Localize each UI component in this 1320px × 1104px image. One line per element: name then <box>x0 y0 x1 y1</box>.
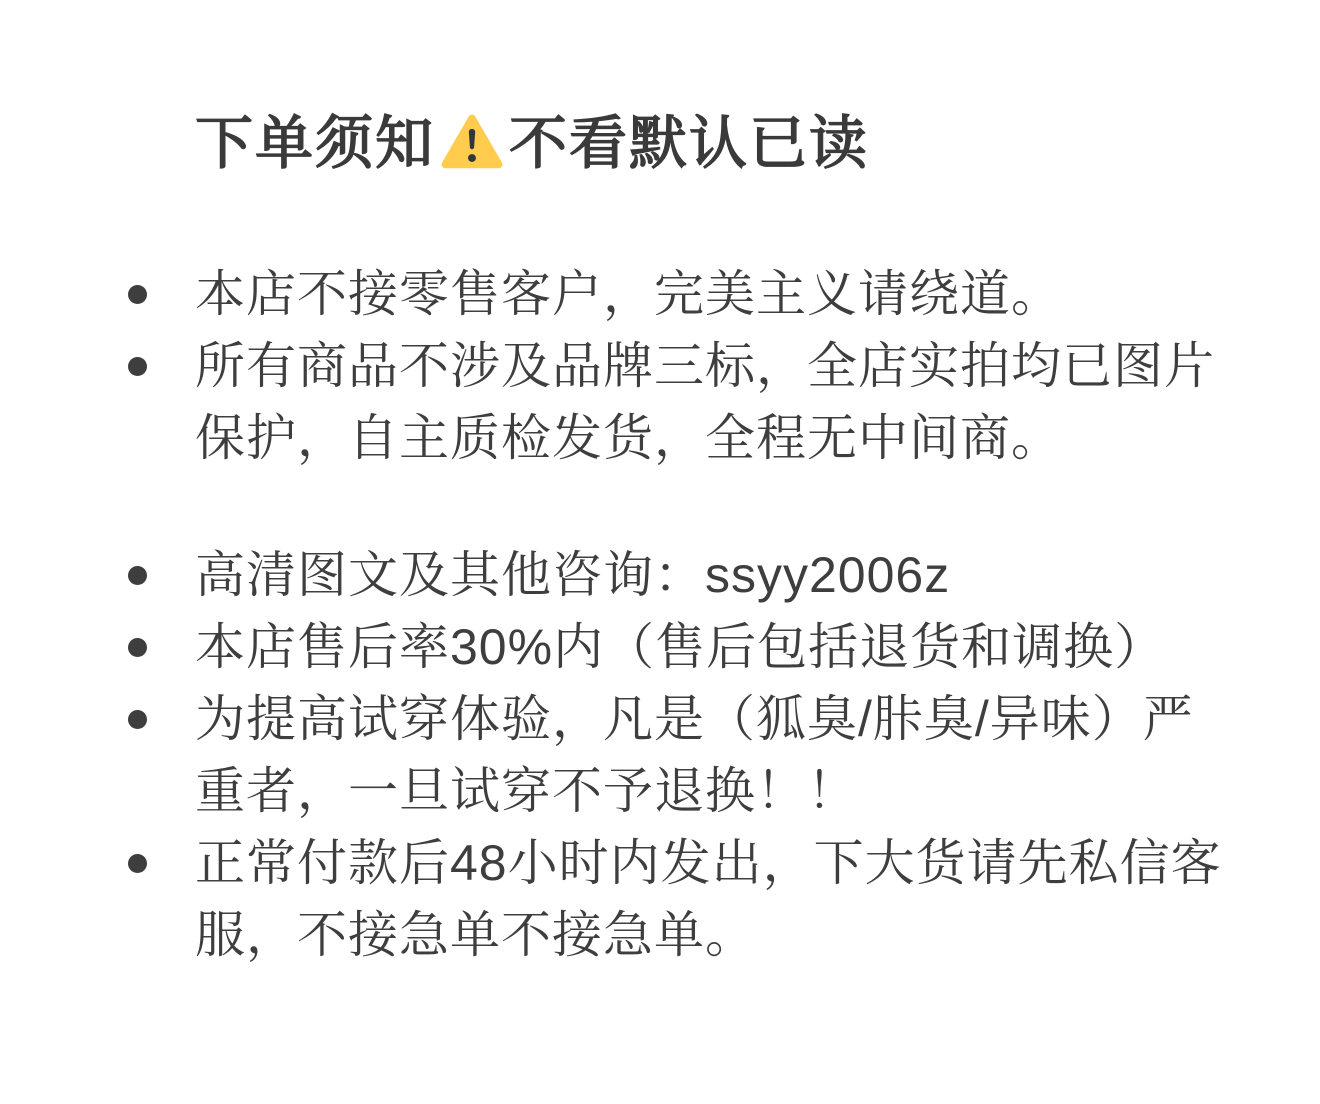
title-prefix: 下单须知 <box>195 111 436 176</box>
notice-text: 高清图文及其他咨询：ssyy2006z <box>195 547 951 603</box>
list-item <box>128 611 1320 683</box>
title-suffix: 不看默认已读 <box>509 111 870 176</box>
list-item <box>128 683 1320 827</box>
list-item <box>128 258 1320 330</box>
notice-group-store-policy <box>0 258 1320 474</box>
list-item <box>128 539 1320 611</box>
bullet-icon <box>128 710 147 729</box>
warning-icon <box>440 112 504 172</box>
notice-text: 本店售后率30%内（售后包括退货和调换） <box>195 619 1166 675</box>
bullet-icon <box>128 854 147 873</box>
page-title <box>195 112 1320 176</box>
list-item <box>128 827 1320 971</box>
bullet-icon <box>128 285 147 304</box>
notice-text: 所有商品不涉及品牌三标，全店实拍均已图片保护，自主质检发货，全程无中间商。 <box>195 338 1215 466</box>
list-item <box>128 330 1320 474</box>
bullet-icon <box>128 638 147 657</box>
notice-text: 本店不接零售客户，完美主义请绕道。 <box>195 266 1062 322</box>
notice-text: 正常付款后48小时内发出，下大货请先私信客服，不接急单不接急单。 <box>195 835 1222 963</box>
bullet-icon <box>128 566 147 585</box>
notice-group-after-sale <box>0 539 1320 971</box>
bullet-icon <box>128 357 147 376</box>
notice-text: 为提高试穿体验，凡是（狐臭/胩臭/异味）严重者，一旦试穿不予退换！！ <box>195 691 1194 819</box>
